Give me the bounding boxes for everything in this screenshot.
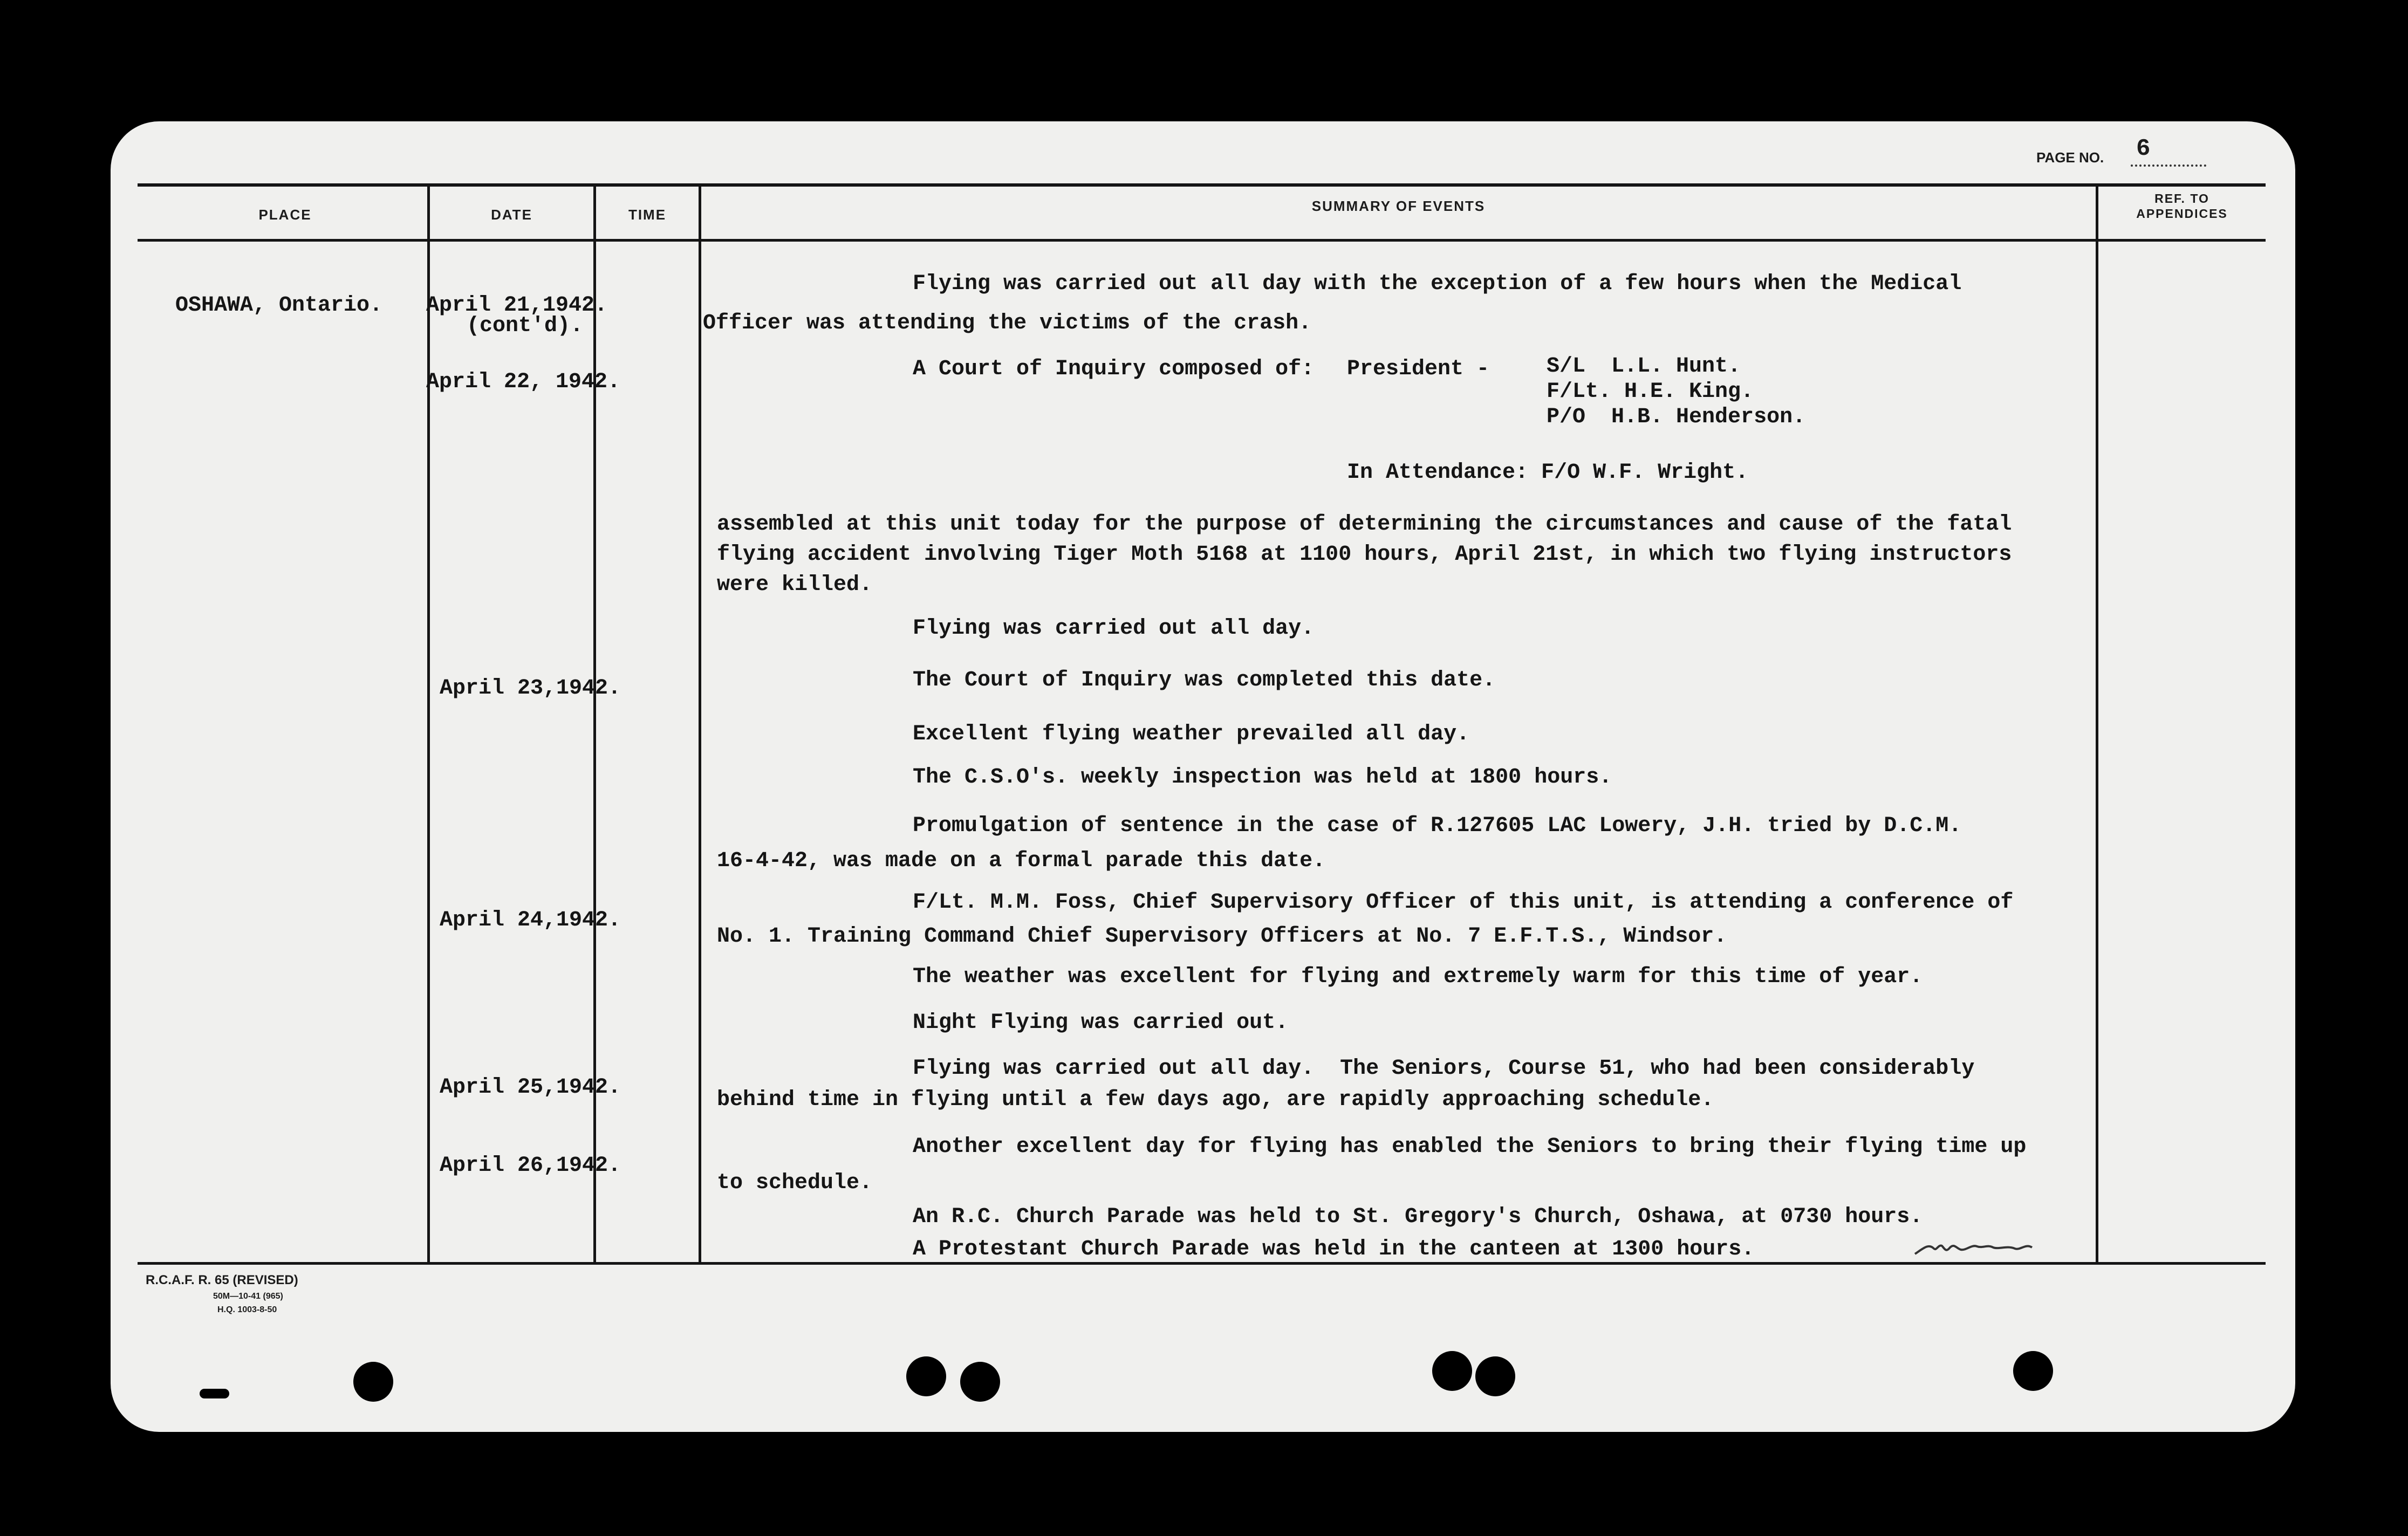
date-entry-april-26: April 26,1942.	[440, 1154, 621, 1178]
summary-line: were killed.	[717, 573, 873, 597]
page-number: 6	[2136, 135, 2151, 162]
handwritten-initials	[1912, 1232, 2036, 1259]
punch-hole	[1475, 1356, 1515, 1396]
summary-line: Another excellent day for flying has enabled the Seniors to bring their flying time up	[913, 1135, 2027, 1159]
date-entry-april-21: April 21,1942.	[426, 293, 608, 318]
place-date-divider	[427, 183, 430, 1262]
form-number: R.C.A.F. R. 65 (REVISED)	[146, 1273, 298, 1287]
column-header-date: DATE	[491, 207, 532, 223]
summary-line: Flying was carried out all day.	[913, 616, 1315, 641]
summary-ref-divider	[2096, 183, 2098, 1262]
time-summary-divider	[699, 183, 701, 1262]
summary-line: P/O H.B. Henderson.	[1547, 405, 1806, 429]
column-header-ref-line1: REF. TO	[2154, 191, 2209, 205]
date-entry-april-24: April 24,1942.	[440, 908, 621, 932]
date-time-divider	[593, 183, 596, 1262]
summary-line: In Attendance: F/O W.F. Wright.	[1347, 461, 1749, 485]
summary-line: No. 1. Training Command Chief Supervisory Officers at No. 7 E.F.T.S., Windsor.	[717, 924, 1727, 949]
date-entry-april-23: April 23,1942.	[440, 676, 621, 701]
summary-line: F/Lt. H.E. King.	[1547, 380, 1754, 404]
summary-line: President -	[1347, 357, 1490, 381]
form-hq-reference: H.Q. 1003-8-50	[217, 1305, 277, 1314]
top-rule	[138, 183, 2266, 187]
summary-line: A Protestant Church Parade was held in the canteen at 1300 hours.	[913, 1237, 1755, 1261]
punch-hole	[906, 1356, 946, 1396]
form-print-run: 50M—10-41 (965)	[213, 1292, 283, 1301]
column-header-ref-line2: APPENDICES	[2136, 207, 2228, 221]
date-entry-april-25: April 25,1942.	[440, 1075, 621, 1100]
punch-mark	[200, 1389, 229, 1398]
column-header-place: PLACE	[258, 207, 312, 223]
summary-line: Flying was carried out all day with the exception of a few hours when the Medical	[913, 272, 1962, 296]
page-number-label: PAGE NO.	[2036, 149, 2104, 166]
summary-line: The weather was excellent for flying and extremely warm for this time of year.	[913, 965, 1923, 989]
summary-line: Officer was attending the victims of the crash.	[703, 311, 1312, 335]
column-header-summary: SUMMARY OF EVENTS	[1311, 198, 1486, 214]
summary-line: Night Flying was carried out.	[913, 1011, 1289, 1035]
summary-line: 16-4-42, was made on a formal parade this date.	[717, 849, 1326, 873]
summary-line: behind time in flying until a few days ago, are rapidly approaching schedule.	[717, 1088, 1714, 1112]
summary-line: S/L L.L. Hunt.	[1547, 354, 1741, 379]
place-entry: OSHAWA, Ontario.	[175, 293, 383, 318]
column-header-time: TIME	[628, 207, 667, 223]
bottom-rule	[138, 1262, 2266, 1265]
summary-line: F/Lt. M.M. Foss, Chief Supervisory Officer of this unit, is attending a conference of	[913, 890, 2014, 915]
summary-line: Excellent flying weather prevailed all day.	[913, 722, 1470, 746]
punch-hole	[1432, 1351, 1472, 1391]
summary-line: The Court of Inquiry was completed this date.	[913, 668, 1496, 692]
summary-line: assembled at this unit today for the purpose of determining the circumstances and cause of the fatal	[717, 512, 2012, 537]
summary-line: The C.S.O's. weekly inspection was held at 1800 hours.	[913, 765, 1612, 790]
summary-line: A Court of Inquiry composed of:	[913, 357, 1315, 381]
record-card	[111, 121, 2295, 1432]
summary-line: flying accident involving Tiger Moth 5168 at 1100 hours, April 21st, in which two flying instructors	[717, 543, 2012, 567]
summary-line: An R.C. Church Parade was held to St. Gregory's Church, Oshawa, at 0730 hours.	[913, 1205, 1923, 1229]
summary-line: to schedule.	[717, 1171, 873, 1195]
summary-line: Flying was carried out all day. The Seniors, Course 51, who had been considerably	[913, 1057, 1975, 1081]
date-entry-april-22: April 22, 1942.	[426, 370, 621, 394]
page-number-underline	[2131, 164, 2206, 167]
punch-hole	[353, 1362, 393, 1402]
summary-line: Promulgation of sentence in the case of R.127605 LAC Lowery, J.H. tried by D.C.M.	[913, 814, 1962, 838]
punch-hole	[960, 1362, 1000, 1402]
date-entry-april-21-contd: (cont'd).	[467, 314, 584, 338]
punch-hole	[2013, 1351, 2053, 1391]
header-rule	[138, 239, 2266, 242]
